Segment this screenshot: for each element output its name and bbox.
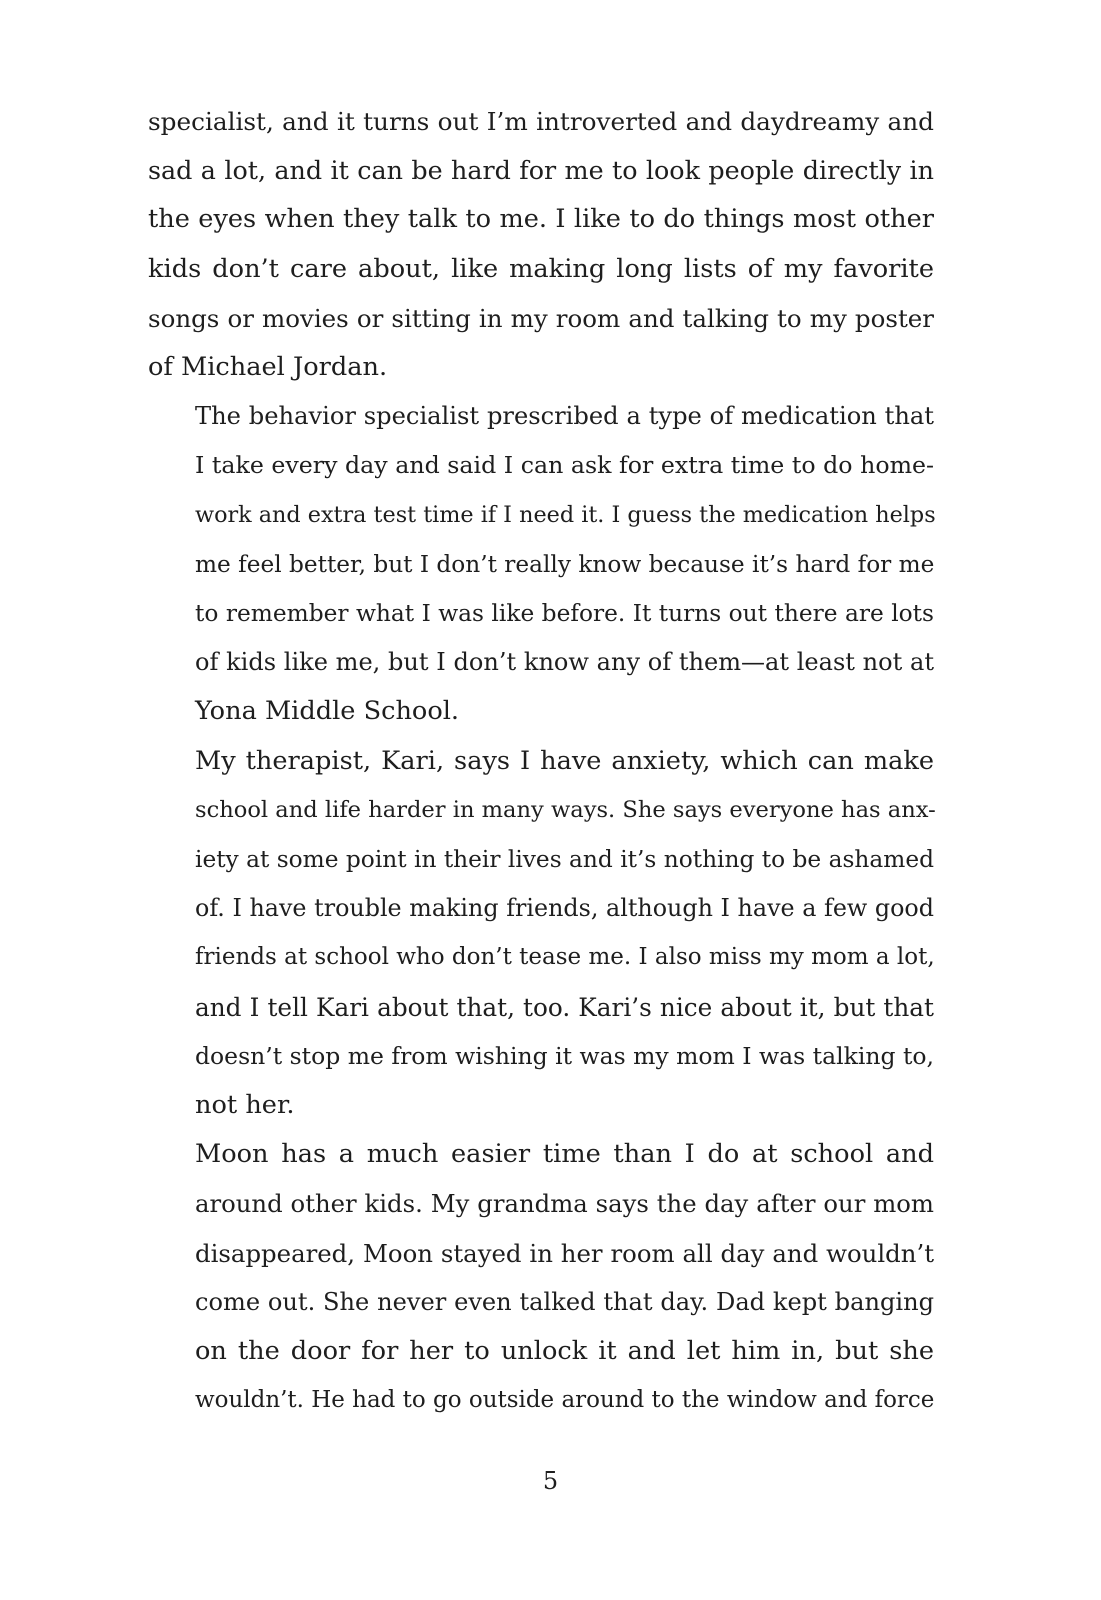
text-line: me feel better, but I don’t really know because it’s hard for me	[195, 550, 935, 578]
text-line: come out. She never even talked that day. Dad kept banging	[195, 1287, 934, 1316]
text-line: The behavior specialist prescribed a type of medication that	[195, 402, 934, 431]
text-line: My therapist, Kari, says I have anxiety, which can make	[195, 745, 934, 776]
text-line: specialist, and it turns out I’m introverted and daydreamy and	[148, 107, 934, 136]
text-line: Moon has a much easier time than I do at school and	[195, 1139, 934, 1170]
text-line: not her.	[195, 1090, 295, 1121]
page-number: 5	[542, 1467, 559, 1495]
text-line: sad a lot, and it can be hard for me to look people directly in	[148, 155, 934, 186]
text-line: on the door for her to unlock it and let him in, but she	[195, 1336, 934, 1367]
paragraph-1	[148, 97, 934, 392]
text-line: and I tell Kari about that, too. Kari’s nice about it, but that	[195, 992, 934, 1022]
paragraph-2	[148, 392, 934, 736]
text-line: the eyes when they talk to me. I like to do things most other	[148, 204, 934, 235]
text-line: Yona Middle School.	[195, 696, 460, 727]
paragraph-3	[148, 737, 934, 1131]
text-line: to remember what I was like before. It turns out there are lots	[195, 600, 934, 628]
text-line: of. I have trouble making friends, although I have a few good	[195, 894, 934, 923]
text-line: doesn’t stop me from wishing it was my mom I was talking to,	[195, 1041, 934, 1070]
text-line: I take every day and said I can ask for extra time to do home-	[195, 451, 934, 480]
text-line: songs or movies or sitting in my room and talking to my poster	[148, 303, 934, 333]
text-line: work and extra test time if I need it. I guess the medication helps	[195, 501, 936, 528]
text-line: of Michael Jordan.	[148, 352, 388, 383]
text-line: around other kids. My grandma says the day after our mom	[195, 1189, 934, 1219]
text-line: disappeared, Moon stayed in her room all day and wouldn’t	[195, 1238, 934, 1268]
body-text	[148, 97, 934, 1425]
paragraph-4	[148, 1130, 934, 1425]
text-line: friends at school who don’t tease me. I also miss my mom a lot,	[195, 944, 935, 971]
text-line: of kids like me, but I don’t know any of them—at least not at	[195, 648, 934, 677]
text-line: kids don’t care about, like making long lists of my favorite	[148, 253, 934, 284]
text-line: wouldn’t. He had to go outside around to the window and force	[195, 1387, 935, 1414]
text-line: school and life harder in many ways. She says everyone has anx-	[195, 796, 936, 823]
text-line: iety at some point in their lives and it’s nothing to be ashamed	[195, 846, 934, 874]
